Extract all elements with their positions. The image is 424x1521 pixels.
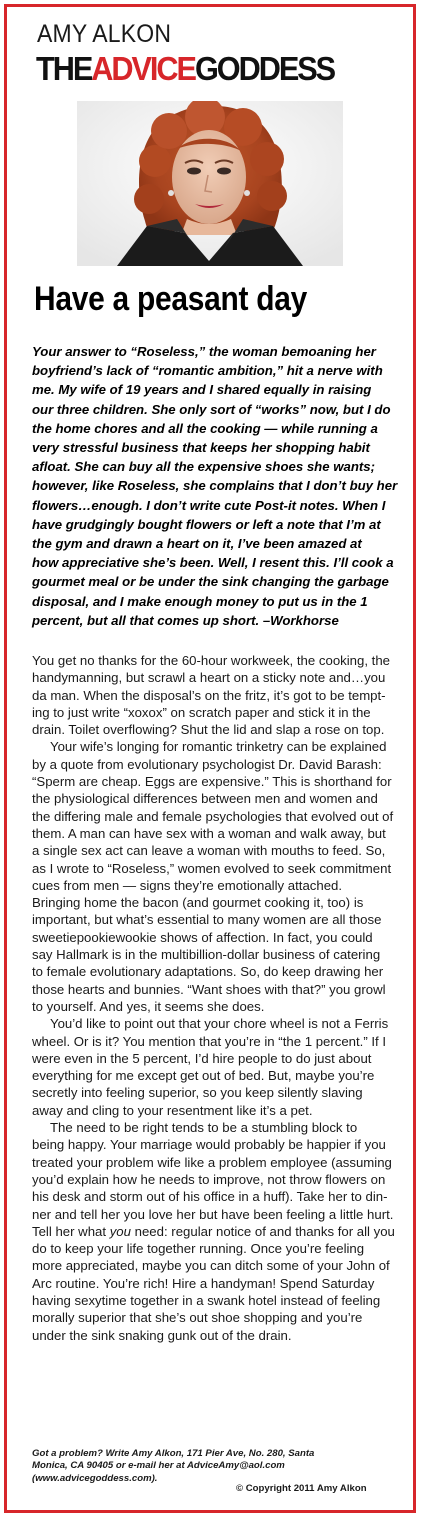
reply-line: everything for me except get out of bed. But, maybe you’re <box>32 1068 375 1084</box>
contact-line: (www.advicegoddess.com). <box>32 1472 158 1484</box>
reply-line: were even in the 5 percent, I’d hire people to do just about <box>32 1050 372 1066</box>
reply-line: the differing male and female psychologies that evolved out of <box>32 808 394 824</box>
reply-line: treated your problem wife like a problem employee (assuming <box>32 1154 392 1170</box>
letter-line: flowers…enough. I don’t write cute Post-it notes. When I <box>32 497 386 513</box>
reply-line: you’d explain how he needs to improve, not throw flowers on <box>32 1171 386 1187</box>
letter-line: percent, but all that comes up short. –Workhorse <box>32 612 339 628</box>
reply-line: Arc routine. You’re rich! Hire a handyman! Spend Saturday <box>32 1275 375 1291</box>
reply-line: sweetiepookiewookie shows of affection. In fact, you could <box>32 929 373 945</box>
copyright-notice: © Copyright 2011 Amy Alkon <box>236 1483 367 1494</box>
letter-line: me. My wife of 19 years and I shared equally in raising <box>32 382 372 398</box>
reply-line: important, but what’s essential to many women are all those <box>32 912 382 928</box>
reply-line: You get no thanks for the 60-hour workweek, the cooking, the <box>32 653 390 668</box>
letter-line: how appreciative she’s been. Well, I resent this. I’ll cook a <box>32 555 394 571</box>
reply-line: You’d like to point out that your chore wheel is not a Ferris <box>50 1016 389 1032</box>
reply-line: having sexytime together in a swank hotel instead of feeling <box>32 1292 381 1308</box>
reply-line: da man. When the disposal’s on the fritz, it’s got to be tempt- <box>32 687 386 703</box>
contact-line: Got a problem? Write Amy Alkon, 171 Pier Ave, No. 280, Santa <box>32 1448 315 1459</box>
letter-line: disposal, and I make enough money to put us in the 1 <box>32 593 368 609</box>
reply-line: say Hallmark is in the multibillion-dollar business of catering <box>32 947 381 963</box>
reply-line: as I wrote to “Roseless,” women evolved to seek commitment <box>32 860 392 876</box>
reply-line: being happy. Your marriage would probably be happier if you <box>32 1137 386 1153</box>
letter-line: afloat. She can buy all the expensive shoes she wants; <box>32 459 375 475</box>
reply-line: to yourself. And yes, it seems she does. <box>32 998 265 1014</box>
masthead-the: THE <box>36 50 92 87</box>
column-headline: Have a peasant day <box>34 280 307 318</box>
reply-line: The need to be right tends to be a stumbling block to <box>50 1120 358 1136</box>
reply-line: Tell her what you need: regular notice of and thanks for all you <box>32 1223 395 1239</box>
reply-line: those hearts and bunnies. “Want shoes with that?” you growl <box>32 981 386 997</box>
reply-line: handymanning, but scrawl a heart on a sticky note and…you <box>32 670 386 686</box>
letter-line: gourmet meal or be under the sink changing the garbage <box>32 574 389 590</box>
letter-line: Your answer to “Roseless,” the woman bemoaning her <box>32 344 376 359</box>
reply-line: morally superior that she’s out shoe shopping and you’re <box>32 1310 363 1326</box>
column-masthead <box>36 52 334 85</box>
reply-line: ner and tell her you love her but have been feeling a little hurt. <box>32 1206 394 1222</box>
reply-line: wheel. Or is it? You mention that you’re in “the 1 percent.” If I <box>32 1033 387 1049</box>
letter-line: very stressful business that keeps her shopping habit <box>32 440 370 456</box>
letter-line: have grudgingly bought flowers or left a note that I’m at <box>32 516 381 532</box>
reply-line: to female evolutionary adaptations. So, do keep drawing her <box>32 964 384 980</box>
letter-line: our three children. She only sort of “works” now, but I do <box>32 401 391 417</box>
reply-line: cues from men — signs they’re emotionally attached. <box>32 877 343 893</box>
reply-line: secretly into feeling superior, so you keep silently slaving <box>32 1085 363 1101</box>
author-portrait-image <box>77 101 343 266</box>
author-name: AMY ALKON <box>37 20 172 48</box>
reply-line: Bringing home the bacon (and gourmet cooking it, too) is <box>32 895 364 911</box>
reply-line: by a quote from evolutionary psychologist Dr. David Barash: <box>32 756 382 772</box>
reply-line: Your wife’s longing for romantic trinketry can be explained <box>50 739 387 755</box>
emphasis-you: you <box>109 1223 131 1239</box>
author-photo <box>77 101 343 266</box>
reply-line: drain. Toilet overflowing? Shut the lid and slap a rose on top. <box>32 722 385 738</box>
reader-letter <box>32 342 398 630</box>
reply-line: a single sex act can leave a woman with mouths to feed. So, <box>32 843 386 859</box>
masthead-goddess: GODDESS <box>194 50 335 87</box>
reply-line: under the sink snaking gunk out of the drain. <box>32 1327 292 1343</box>
letter-line: the home chores and all the cooking — while running a <box>32 420 378 436</box>
masthead-advice: ADVICE <box>91 50 195 87</box>
letter-line: however, like Roseless, she complains that I don’t buy her <box>32 478 398 494</box>
contact-line: Monica, CA 90405 or e-mail her at AdviceAmy@aol.com <box>32 1460 285 1472</box>
reply-line: do to keep your life together running. Once you’re feeling <box>32 1241 365 1257</box>
reply-line: his desk and storm out of his office in a huff). Take her to din- <box>32 1189 388 1205</box>
contact-info <box>32 1448 372 1485</box>
letter-line: the gym and drawn a heart on it, I’ve been amazed at <box>32 536 362 552</box>
reply-line: more appreciated, maybe you can ditch some of your John of <box>32 1258 390 1274</box>
reply-line: away and cling to your resentment like it’s a pet. <box>32 1102 313 1118</box>
reply-line: “Sperm are cheap. Eggs are expensive.” This is shorthand for <box>32 774 392 790</box>
reply-line: ing to just write “xoxox” on scratch paper and stick it in the <box>32 704 371 720</box>
letter-line: boyfriend’s lack of “romantic ambition,” hit a nerve with <box>32 363 383 379</box>
advice-reply <box>32 652 394 1344</box>
reply-line: them. A man can have sex with a woman and walk away, but <box>32 825 386 841</box>
reply-line: the physiological differences between men and women and <box>32 791 378 807</box>
